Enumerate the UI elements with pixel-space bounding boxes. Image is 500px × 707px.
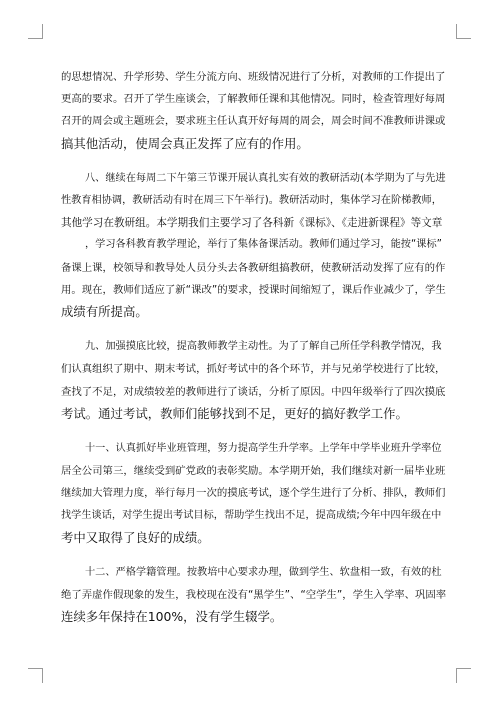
text-line: 九、加强摸底比较，提高教师教学主动性。为了了解自己所任学科教学情况，我 bbox=[85, 341, 442, 353]
text-line: 们认真组织了期中、期末考试，抓好考试中的各个环节，并与兄弟学校进行了比较， bbox=[61, 363, 446, 376]
text-line: 居全公司第三，继续受到矿党政的表彰奖励。本学期开始，我们继续对新一届毕业班 bbox=[61, 465, 446, 478]
text-line: 绝了弄虚作假现象的发生，我校现在没有“黑学生”、“空学生”，学生入学率、巩固率 bbox=[61, 589, 447, 602]
text-line: 八、继续在每周二下午第三节课开展认真扎实有效的教研活动(本学期为了与先进 bbox=[85, 172, 446, 184]
paragraph-item-12 bbox=[61, 562, 447, 629]
text-line: 搞其他活动，使周会真正发挥了应有的作用。 bbox=[61, 135, 309, 151]
text-line: 继续加大管理力度，举行每月一次的摸底考试，逐个学生进行了分析、排队，教师们 bbox=[61, 487, 446, 500]
text-line: 性教育相协调，教研活动有时在周三下午举行)。教研活动时，集体学习在阶梯教师， bbox=[61, 195, 442, 207]
page-corner-mark-bottom-right bbox=[456, 668, 471, 683]
text-line: 其他学习在教研组。本学期我们主要学习了各科新《课标》、《走进新课程》等文章 bbox=[61, 217, 443, 230]
text-line: 连续多年保持在100%，没有学生辍学。 bbox=[61, 609, 283, 625]
text-line: 十一、认真抓好毕业班管理，努力提高学生升学率。上学年中学毕业班升学率位 bbox=[85, 443, 442, 455]
page-corner-mark-bottom-left bbox=[28, 668, 43, 683]
text-line: 找学生谈话，对学生提出考试目标，帮助学生找出不足，提高成绩;今年中四年级在中 bbox=[61, 509, 442, 521]
paragraph-item-9 bbox=[61, 336, 447, 425]
document-body bbox=[61, 66, 447, 642]
text-line: 更高的要求。召开了学生座谈会，了解教师任课和其他情况。同时，检查管理好每周 bbox=[61, 93, 446, 106]
paragraph-item-8 bbox=[61, 168, 447, 323]
text-line: 考试。通过考试，教师们能够找到不足，更好的搞好教学工作。 bbox=[61, 405, 408, 421]
paragraph-item-11 bbox=[61, 438, 447, 549]
paragraph-continuation bbox=[61, 66, 447, 155]
text-line: ，学习各科教育教学理论，举行了集体备课活动。教师们通过学习，能按“课标” bbox=[85, 239, 442, 251]
page-corner-mark-top-right bbox=[456, 24, 471, 39]
text-line: 的思想情况、升学形势、学生分流方向、班级情况进行了分析，对教师的工作提出了 bbox=[61, 71, 446, 83]
text-line: 考中又取得了良好的成绩。 bbox=[61, 529, 210, 545]
text-line: 成绩有所提高。 bbox=[61, 304, 148, 320]
text-line: 用。现在，教师们适应了新“课改”的要求，授课时间缩短了，课后作业减少了，学生 bbox=[61, 283, 446, 296]
text-line: 十二、严格学籍管理。按教培中心要求办理，做到学生、软盘相一致，有效的杜 bbox=[85, 567, 442, 579]
text-line: 召开的周会或主题班会，要求班主任认真开好每周的周会，周会时间不准教师讲课或 bbox=[61, 115, 446, 128]
page-corner-mark-top-left bbox=[28, 24, 43, 39]
text-line: 查找了不足，对成绩较差的教师进行了谈话，分析了原因。中四年级举行了四次摸底 bbox=[61, 385, 446, 398]
text-line: 备课上课，校领导和教导处人员分头去各教研组搞教研，使教研活动发挥了应有的作 bbox=[61, 261, 446, 274]
